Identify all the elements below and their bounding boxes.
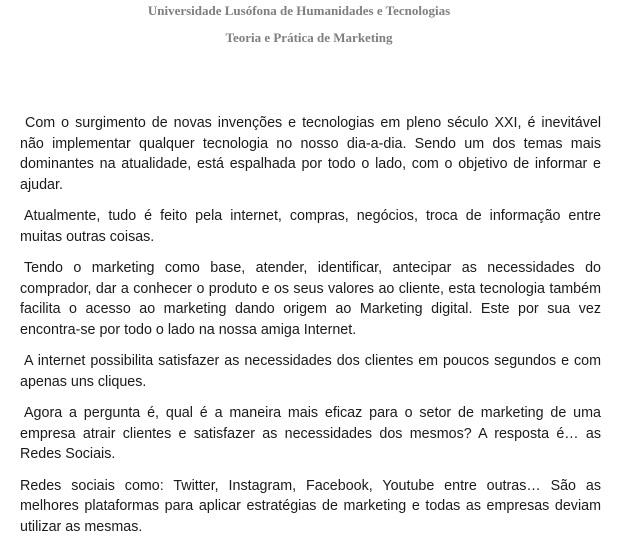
- paragraph-internet-usage: Atualmente, tudo é feito pela internet, compras, negócios, troca de informação entre muitas outras coisas.: [20, 208, 601, 245]
- paragraph-social-networks: Redes sociais como: Twitter, Instagram, Facebook, Youtube entre outras… São as melhores plataformas para aplicar estratégias de marketing e todas as empresas deviam utilizar as mesmas.: [20, 477, 601, 535]
- document-body: [20, 113, 601, 548]
- paragraph-question: Agora a pergunta é, qual é a maneira mais eficaz para o setor de marketing de uma empresa atrair clientes e satisfazer as necessidades dos mesmos? A resposta é… as Redes Sociais.: [20, 405, 601, 462]
- course-header: Teoria e Prática de Marketing: [225, 30, 393, 45]
- paragraph-digital-marketing: Tendo o marketing como base, atender, identificar, antecipar as necessidades do comprador, dar a conhecer o produto e os seus valores ao cliente, esta tecnologia também facilita o acesso ao marketing dando origem ao Marketing digital. Este por sua vez encontra-se por todo o lado na nossa amiga Internet.: [20, 260, 601, 338]
- paragraph-technology-intro: Com o surgimento de novas invenções e tecnologias em pleno século XXI, é inevitável não implementar qualquer tecnologia no nosso dia-a-dia. Sendo um dos temas mais dominantes na atualidade, está espalhada por todo o lado, com o objetivo de informar e ajudar.: [20, 115, 601, 193]
- university-header: Universidade Lusófona de Humanidades e Tecnologias: [147, 3, 451, 18]
- paragraph-internet-possibilities: A internet possibilita satisfazer as necessidades dos clientes em poucos segundos e com apenas uns cliques.: [20, 353, 601, 390]
